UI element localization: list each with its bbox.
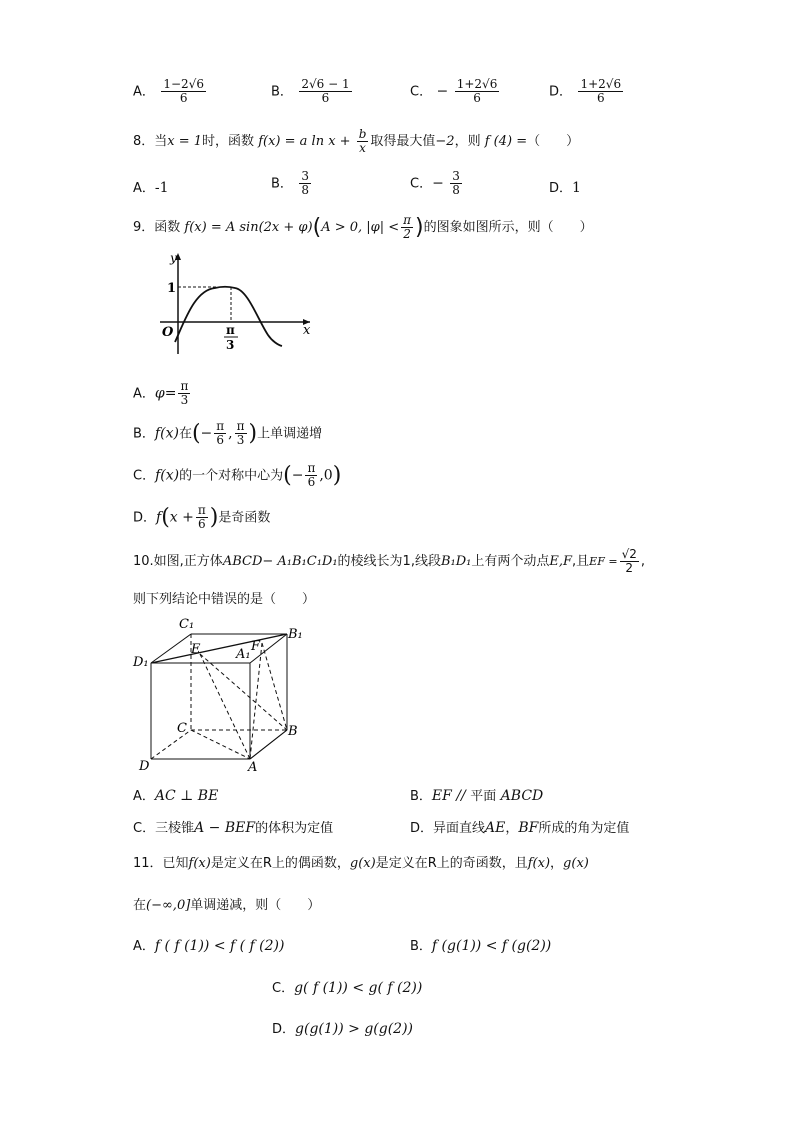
graph-three-label: 3 bbox=[226, 338, 235, 352]
q8-option-b: B． $\frac{3}{8}$ bbox=[271, 169, 310, 197]
cube-label-a: A bbox=[248, 760, 258, 775]
q11-stem-line2: 在(−∞,0]单调递减，则（ ） bbox=[133, 898, 321, 913]
q10-cube-figure bbox=[130, 612, 320, 777]
q11-option-b: B．f (g(1)) < f (g(2)) bbox=[410, 938, 552, 954]
q10-option-b: B．EF // 平面 ABCD bbox=[410, 788, 544, 804]
cube-label-a1: A₁ bbox=[236, 647, 251, 662]
q9-stem: 9．函数 f(x) = A sin(2x + φ)(A > 0, |φ| < $\frac{\pi}{2}$ )的图象如图所示，则（ ） bbox=[133, 213, 593, 241]
q7-a-fraction: $\frac{1-2√6}{6}$ bbox=[163, 77, 204, 105]
q7-option-d: D． $\frac{1+2√6}{6}$ bbox=[549, 77, 622, 105]
q10-option-a: A．AC ⊥ BE bbox=[133, 788, 219, 804]
cube-label-b: B bbox=[288, 724, 298, 739]
q9-option-a: A．φ= $\frac{\pi}{3}$ bbox=[133, 379, 189, 407]
q8-b-over-x: $\frac{b}{x}$ bbox=[358, 127, 367, 155]
graph-pi-label: π bbox=[226, 323, 235, 337]
q7-b-fraction: $\frac{2√6 - 1}{6}$ bbox=[301, 77, 350, 105]
q11-stem-line1: 11．已知f(x)是定义在R上的偶函数，g(x)是定义在R上的奇函数，且f(x)，g(x) bbox=[133, 856, 589, 871]
q11-option-d: D．g(g(1)) > g(g(2)) bbox=[272, 1021, 414, 1037]
q7-option-c: C． − $\frac{1+2√6}{6}$ bbox=[410, 77, 498, 105]
graph-one-label: 1 bbox=[167, 281, 177, 296]
q9-option-b: B．f(x)在(− $\frac{\pi}{6}$ , $\frac{\pi}{3}$ )上单调递增 bbox=[133, 419, 323, 447]
q8-option-d: D．1 bbox=[549, 180, 581, 196]
q10-option-d: D．异面直线AE，BF所成的角为定值 bbox=[410, 820, 630, 836]
q9-option-d: D．f(x + $\frac{\pi}{6}$ )是奇函数 bbox=[133, 503, 271, 531]
q7-option-a: A． $\frac{1-2√6}{6}$ bbox=[133, 77, 204, 105]
q11-option-c: C．g( f (1)) < g( f (2)) bbox=[272, 980, 423, 996]
q10-stem-line1: 10.如图,正方体ABCD− A₁B₁C₁D₁的棱线长为1,线段B₁D₁上有两个动点E,F,且EF = $\frac{√2}{2}$ , bbox=[133, 547, 645, 575]
q7-c-fraction: $\frac{1+2√6}{6}$ bbox=[456, 77, 498, 105]
q10-stem-line2: 则下列结论中错误的是（ ） bbox=[133, 592, 316, 607]
cube-label-c1: C₁ bbox=[179, 617, 195, 632]
q7-d-fraction: $\frac{1+2√6}{6}$ bbox=[580, 77, 622, 105]
q10-option-c: C．三棱锥A − BEF的体积为定值 bbox=[133, 820, 334, 836]
cube-label-e: E bbox=[191, 642, 201, 657]
cube-label-d: D bbox=[139, 759, 150, 774]
q7-option-b: B． $\frac{2√6 - 1}{6}$ bbox=[271, 77, 350, 105]
cube-label-d1: D₁ bbox=[133, 655, 149, 670]
q9-sine-graph bbox=[140, 250, 320, 360]
q9-option-c: C．f(x)的一个对称中心为(− $\frac{\pi}{6}$ ,0) bbox=[133, 461, 342, 489]
cube-label-f: F bbox=[251, 639, 261, 654]
q11-option-a: A．f ( f (1)) < f ( f (2)) bbox=[133, 938, 285, 954]
graph-y-label: y bbox=[170, 251, 177, 265]
graph-x-label: x bbox=[303, 323, 311, 338]
cube-label-c: C bbox=[177, 721, 187, 736]
cube-label-b1: B₁ bbox=[288, 627, 303, 642]
q8-option-a: A．-1 bbox=[133, 180, 169, 196]
graph-origin-label: O bbox=[162, 325, 174, 340]
q8-stem: 8．当x = 1时，函数 f(x) = a ln x + $\frac{b}{x}$ 取得最大值−2，则 f (4) =（ ） bbox=[133, 127, 580, 155]
q8-option-c: C．− $\frac{3}{8}$ bbox=[410, 169, 460, 197]
